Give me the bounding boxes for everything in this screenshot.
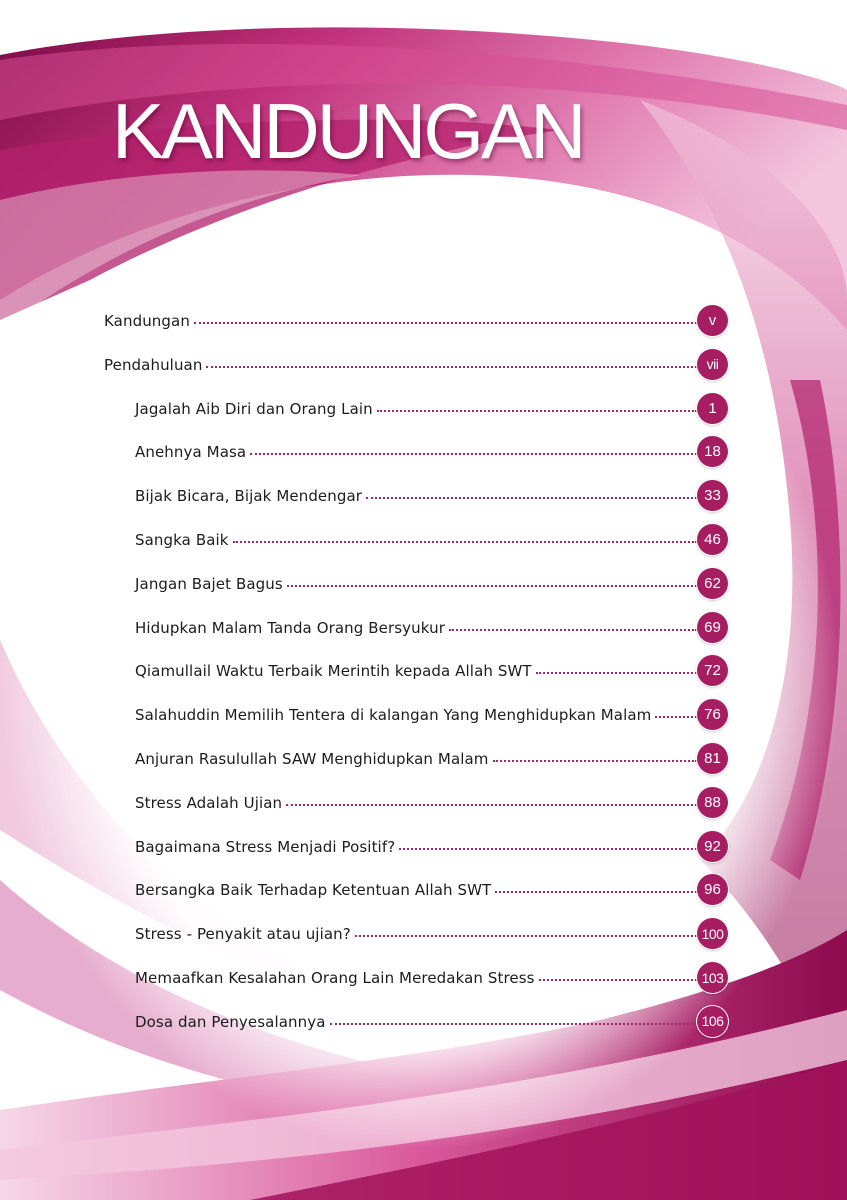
dot-leader — [330, 1023, 698, 1025]
toc-entry-label: Memaafkan Kesalahan Orang Lain Meredakan Stress — [135, 969, 535, 987]
toc-entry-label: Jangan Bajet Bagus — [135, 574, 283, 593]
page-number-badge: 62 — [697, 568, 728, 599]
dot-leader — [539, 979, 697, 981]
dot-leader — [399, 848, 697, 850]
toc-entry-label: Anjuran Rasulullah SAW Menghidupkan Malam — [135, 750, 489, 768]
dot-leader — [377, 410, 697, 412]
toc-entry[interactable] — [135, 437, 246, 467]
toc-entry[interactable] — [135, 613, 445, 643]
dot-leader — [250, 453, 697, 455]
toc-entry-label: Qiamullail Waktu Terbaik Merintih kepada Allah SWT — [135, 662, 532, 681]
toc-entry-label: Sangka Baik — [135, 531, 229, 549]
page-number-badge: 96 — [697, 874, 728, 905]
toc-entry-label: Dosa dan Penyesalannya — [135, 1012, 326, 1031]
page-number-badge: 81 — [697, 743, 728, 774]
page-number-badge: 46 — [697, 524, 728, 555]
toc-entry[interactable] — [104, 350, 202, 380]
page-number-badge: vii — [697, 349, 728, 380]
page-number-badge: 88 — [697, 787, 728, 818]
dot-leader — [287, 585, 697, 587]
page-number-badge: 100 — [697, 918, 728, 949]
dot-leader — [536, 672, 697, 674]
toc-entry-label: Stress Adalah Ujian — [135, 793, 283, 812]
toc-entry[interactable] — [135, 832, 395, 862]
toc-entry[interactable] — [135, 569, 283, 599]
toc-entry[interactable] — [135, 963, 535, 993]
toc-entry[interactable] — [104, 306, 190, 336]
toc-entry-label: Jagalah Aib Diri dan Orang Lain — [135, 399, 373, 418]
toc-entry[interactable] — [135, 919, 351, 949]
toc-entry-label: Pendahuluan — [104, 355, 203, 374]
page-number-badge: 18 — [697, 436, 728, 467]
toc-entry[interactable] — [135, 394, 373, 424]
toc-entry-label: Hidupkan Malam Tanda Orang Bersyukur — [135, 618, 445, 637]
toc-entry-label: Salahuddin Memilih Tentera di kalangan Yang Menghidupkan Malam — [135, 706, 652, 725]
dot-leader — [493, 760, 697, 762]
dot-leader — [449, 629, 697, 631]
toc-entry-label: Bersangka Baik Terhadap Ketentuan Allah SWT — [135, 881, 492, 900]
toc-entry-label: Bijak Bicara, Bijak Mendengar — [135, 487, 363, 506]
page-number-badge: v — [697, 305, 728, 336]
toc-entry[interactable] — [135, 875, 491, 905]
toc-entry[interactable] — [135, 656, 532, 686]
toc-entry[interactable] — [135, 788, 282, 818]
dot-leader — [355, 935, 697, 937]
toc-entry-label: Anehnya Masa — [135, 443, 247, 462]
dot-leader — [194, 322, 697, 324]
toc-entry[interactable] — [135, 744, 489, 774]
page-title: KANDUNGAN — [112, 87, 584, 175]
dot-leader — [286, 804, 697, 806]
toc-entry[interactable] — [135, 1007, 326, 1037]
toc-entry[interactable] — [135, 481, 362, 511]
page-number-badge: 72 — [697, 655, 728, 686]
page-number-badge: 103 — [697, 962, 728, 993]
dot-leader — [206, 366, 697, 368]
toc-entry[interactable] — [135, 700, 651, 730]
page-number-badge: 92 — [697, 831, 728, 862]
toc-entry-label: Stress - Penyakit atau ujian? — [135, 925, 351, 944]
page-number-badge: 33 — [697, 480, 728, 511]
dot-leader — [495, 891, 697, 893]
dot-leader — [233, 541, 697, 543]
toc-entry-label: Bagaimana Stress Menjadi Positif? — [135, 837, 396, 856]
toc-entry-label: Kandungan — [104, 312, 190, 330]
dot-leader — [655, 716, 697, 718]
dot-leader — [366, 497, 697, 499]
page-number-badge: 76 — [697, 699, 728, 730]
page-number-badge: 69 — [697, 612, 728, 643]
page-number-badge: 1 — [697, 393, 728, 424]
toc-entry[interactable] — [135, 525, 229, 555]
page-number-badge: 106 — [697, 1006, 728, 1037]
